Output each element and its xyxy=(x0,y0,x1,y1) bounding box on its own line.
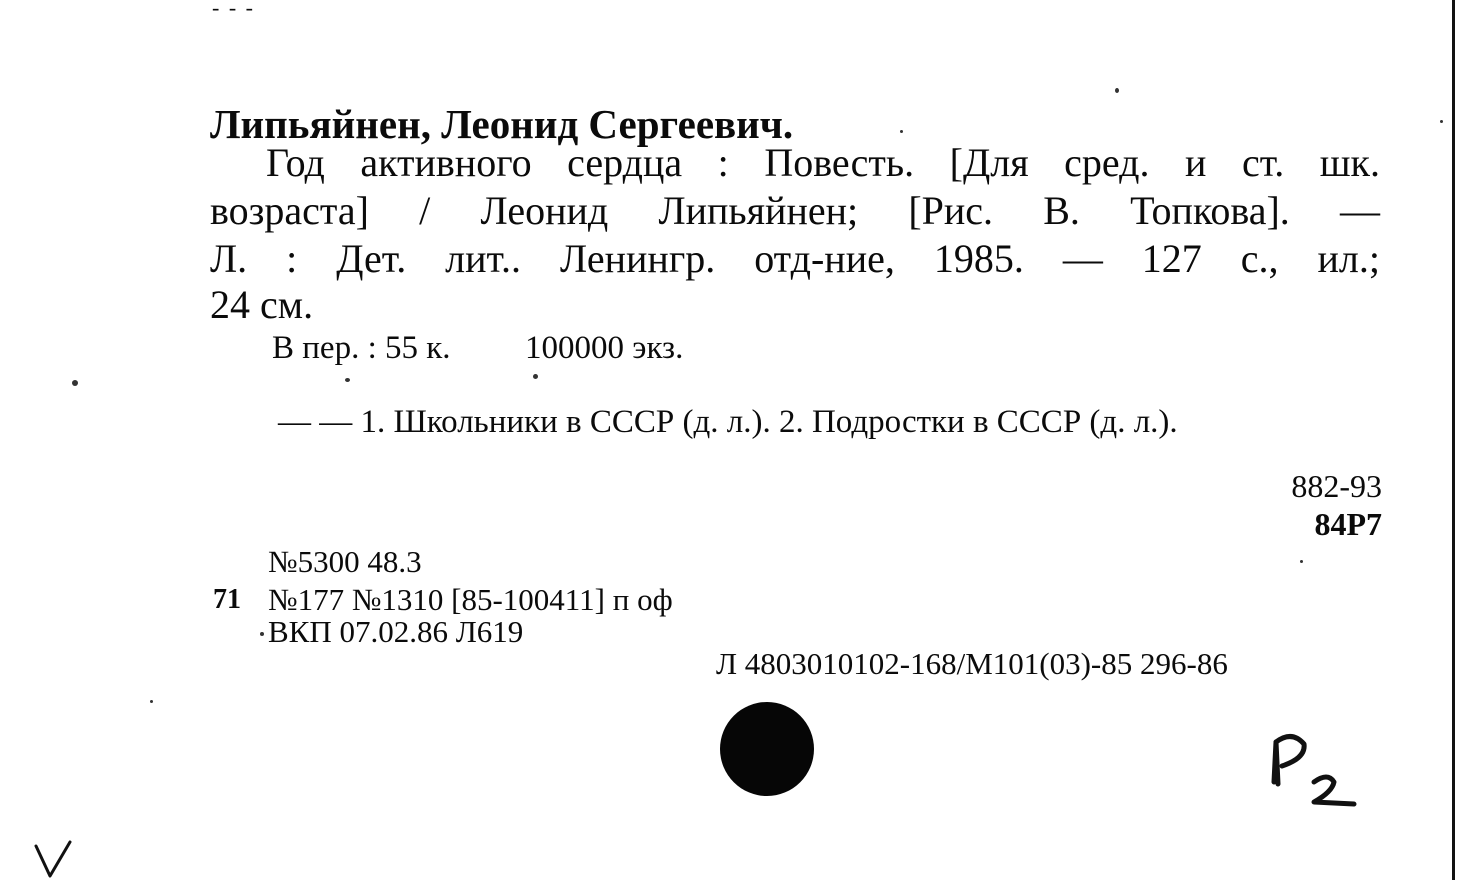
class-code: 882-93 xyxy=(1291,468,1382,504)
speck xyxy=(1440,120,1443,123)
punch-hole xyxy=(720,702,814,796)
shelf-code: 84Р7 xyxy=(1314,506,1382,542)
description-line: возраста] / Леонид Липьяйнен; [Рис. В. Топкова]. — xyxy=(210,188,1380,233)
registry-line-1: №5300 48.3 xyxy=(268,544,422,579)
subject-headings: — — 1. Школьники в СССР (д. л.). 2. Подростки в СССР (д. л.). xyxy=(278,404,1178,440)
speck xyxy=(345,378,350,382)
speck xyxy=(900,130,903,133)
price: В пер. : 55 к. xyxy=(272,330,451,366)
speck xyxy=(533,374,538,379)
isbn-line: Л 4803010102-168/М101(03)-85 296-86 xyxy=(716,646,1228,681)
registry-line-3: ВКП 07.02.86 Л619 xyxy=(268,614,524,649)
author-heading: Липьяйнен, Леонид Сергеевич. xyxy=(210,101,794,147)
handwritten-p2-mark xyxy=(1262,722,1362,822)
card-edge xyxy=(1452,0,1455,880)
print-run: 100000 экз. xyxy=(525,330,684,366)
price-line xyxy=(272,328,683,368)
registry-line-2: №177 №1310 [85-100411] п оф xyxy=(268,582,673,617)
speck xyxy=(260,632,264,636)
registry-prefix: 71 xyxy=(213,584,241,615)
check-mark xyxy=(30,836,80,880)
description-line: Л. : Дет. лит.. Ленингр. отд-ние, 1985. — 127 с., ил.; xyxy=(210,236,1380,281)
speck xyxy=(150,700,153,703)
description-line: 24 см. xyxy=(210,282,314,327)
speck xyxy=(1115,88,1119,93)
top-marks: - - - xyxy=(212,0,255,20)
speck xyxy=(72,380,78,386)
description-line: Год активного сердца : Повесть. [Для сред. и ст. шк. xyxy=(266,140,1380,185)
speck xyxy=(1300,560,1303,563)
